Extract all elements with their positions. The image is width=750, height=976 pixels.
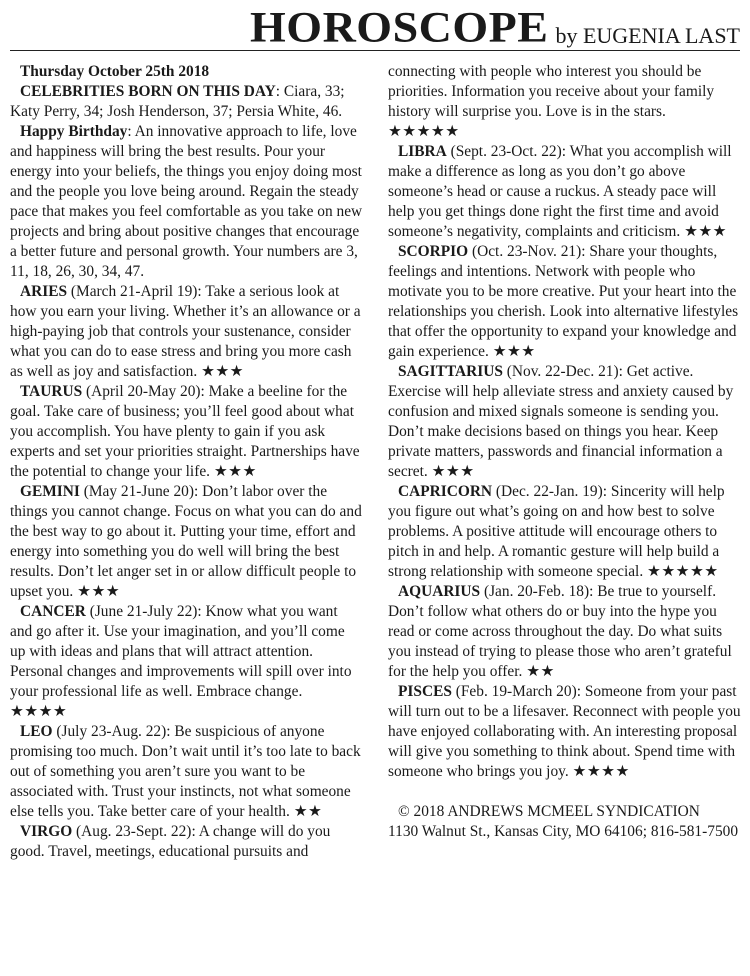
star-rating: ★★★ [684,223,727,240]
star-rating: ★★★ [201,363,244,380]
sign-dates: (Sept. 23-Oct. 22) [446,143,562,160]
celebrities-label: CELEBRITIES BORN ON THIS DAY [20,83,276,100]
left-column [10,62,363,862]
sign-text: connecting with people who interest you should be priorities. Information you receive about your family history will surprise you. Love is in the stars. [388,63,715,120]
sign-name: SCORPIO [398,243,469,260]
sign-dates: (Jan. 20-Feb. 18) [480,583,590,600]
sign-name: ARIES [20,283,68,300]
sign-name: PISCES [398,683,452,700]
date-line [10,62,363,82]
sign-text: : Get active. Exercise will help alleviate stress and anxiety caused by confusion and mixed signals someone is sending you. Don’t make decisions based on things you hear. Keep private matters, passwords and financial information a secret. [388,363,734,480]
right-column [388,62,741,842]
sign-name: TAURUS [20,383,83,400]
sign-text: : What you accomplish will make a difference as long as you don’t go above someone’s head or cause a ruckus. A steady pace will help you get things done right the first time and avoid someone’s negativity, complaints and criticism. [388,143,732,240]
copyright: © 2018 ANDREWS MCMEEL SYNDICATION [398,803,700,820]
sign-sagittarius [388,362,741,482]
sign-aries [10,282,363,382]
sign-text: : A change will do you good. Travel, meetings, educational pursuits and [10,823,331,860]
star-rating: ★★★★ [10,703,68,720]
page-title: HOROSCOPE [250,2,549,51]
sign-text: : Someone from your past will turn out to be a lifesaver. Reconnect with people you have enjoyed collaborating with. An interesting proposal will give you something to think about. Spend time with someone who brings you joy. [388,683,741,780]
sign-dates: (Feb. 19-March 20) [451,683,577,700]
sign-text: : Share your thoughts, feelings and intentions. Network with people who motivate you to be more creative. Put your heart into the relationships you cherish. Look into alternative lifestyles that offer the opportunity to expand your knowledge and gain experience. [388,243,739,360]
sign-aquarius [388,582,741,682]
sign-text: : Don’t labor over the things you cannot change. Focus on what you can do and the best way to go about it. Putting your time, effort and energy into something you do well will bring the best results. Don’t let anger set in or allow difficult people to upset you. [10,483,362,600]
birthday-label: Happy Birthday [20,123,128,140]
star-rating: ★★ [526,663,555,680]
sign-name: GEMINI [20,483,80,500]
sign-dates: (Aug. 23-Sept. 22) [72,823,192,840]
sign-pisces [388,682,741,782]
sign-text: : Be true to yourself. Don’t follow what others do or buy into the hype you read or come across throughout the day. Do what suits you instead of trying to please those who aren’t grateful for the help you offer. [388,583,732,680]
sign-name: CANCER [20,603,86,620]
sign-dates: (Dec. 22-Jan. 19) [492,483,603,500]
sign-name: VIRGO [20,823,73,840]
syndication-credit [388,802,741,842]
sign-libra [388,142,741,242]
sign-dates: (July 23-Aug. 22) [52,723,167,740]
sign-name: AQUARIUS [398,583,481,600]
sign-name: LEO [20,723,53,740]
date: Thursday October 25th 2018 [20,63,210,80]
sign-dates: (Oct. 23-Nov. 21) [468,243,582,260]
celebrities-text: : Ciara, 33; Katy Perry, 34; Josh Henderson, 37; Persia White, 46. [10,83,345,120]
sign-capricorn [388,482,741,582]
star-rating: ★★★ [213,463,257,480]
sign-virgo-continued [388,62,741,142]
sign-text: : Be suspicious of anyone promising too much. Don’t wait until it’s too late to back out of something you aren’t sure you want to be associated with. Trust your instincts, not what someone else tells you. Take better care of your health. [10,723,361,820]
masthead [10,2,740,51]
sign-name: CAPRICORN [398,483,493,500]
sign-taurus [10,382,363,482]
sign-virgo [10,822,363,862]
sign-text: : Take a serious look at how you earn your living. Whether it’s an allowance or a high-paying job that controls your sustenance, consider what you can do to ease stress and bring you more cash as well as joy and satisfaction. [10,283,361,380]
sign-gemini [10,482,363,602]
sign-text: : Sincerity will help you figure out what’s going on and how best to solve problems. A positive attitude will encourage others to pitch in and help. A romantic gesture will help build a strong relationship with someone special. [388,483,725,580]
sign-dates: (March 21-April 19) [67,283,198,300]
star-rating: ★★★ [431,463,475,480]
sign-text: : Make a beeline for the goal. Take care of business; you’ll feel good about what you accomplish. You have plenty to gain if you ask experts and set your priorities straight. Partnerships have the potential to change your life. [10,383,360,480]
sign-dates: (April 20-May 20) [82,383,201,400]
sign-dates: (Nov. 22-Dec. 21) [502,363,619,380]
star-rating: ★★★★★ [388,123,460,140]
star-rating: ★★★★ [572,763,630,780]
sign-dates: (May 21-June 20) [79,483,194,500]
sign-cancer [10,602,363,722]
celebrities-paragraph [10,82,363,122]
star-rating: ★★★ [77,583,121,600]
star-rating: ★★★★★ [647,563,719,580]
star-rating: ★★ [293,803,323,820]
star-rating: ★★★ [492,343,536,360]
sign-name: LIBRA [398,143,447,160]
birthday-paragraph [10,122,363,282]
sign-dates: (June 21-July 22) [85,603,198,620]
address: 1130 Walnut St., Kansas City, MO 64106; 816-581-7500 [388,823,739,840]
byline: by EUGENIA LAST [555,23,740,48]
birthday-text: : An innovative approach to life, love and happiness will bring the best results. Pour your energy into your beliefs, the things you enjoy doing most and the people you love being around. Regain the steady pace that makes you feel comfortable as you take on new projects and bring about positive changes that encourage a better future and personal growth. Your numbers are 3, 11, 18, 26, 30, 34, 47. [10,123,363,280]
sign-leo [10,722,363,822]
sign-name: SAGITTARIUS [398,363,503,380]
sign-text: : Know what you want and go after it. Use your imagination, and you’ll come up with ideas and plans that will attract attention. Personal changes and improvements will spill over into your professional life as well. Embrace change. [10,603,352,700]
sign-scorpio [388,242,741,362]
